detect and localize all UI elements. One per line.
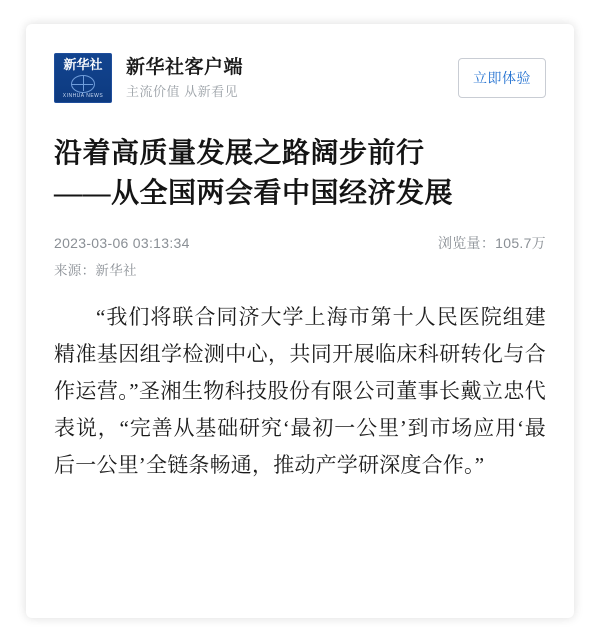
view-count: 浏览量：105.7万	[437, 234, 546, 251]
title-line-2: ——从全国两会看中国经济发展	[54, 178, 454, 209]
brand-name: 新华社客户端	[126, 57, 244, 78]
page-title	[54, 134, 546, 214]
app-header	[54, 50, 546, 106]
article-paragraph: “我们将联合同济大学上海市第十人民医院组建精准基因组学检测中心，共同开展临床科研转化与合作运营。”圣湘生物科技股份有限公司董事长戴立忠代表说，“完善从基础研究‘最初一公里’到市场应用‘最后一公里’全链条畅通，推动产学研深度合作。”	[54, 304, 546, 477]
try-now-button[interactable]: 立即体验	[458, 58, 546, 98]
brand-block	[126, 56, 458, 100]
xinhua-logo-icon	[54, 53, 112, 103]
article-meta	[54, 233, 546, 253]
card-inner	[26, 24, 574, 484]
logo-title-text: 新华社	[63, 57, 103, 72]
brand-slogan: 主流价值 从新看见	[126, 84, 239, 99]
title-line-1: 沿着高质量发展之路阔步前行	[54, 138, 425, 169]
article-source: 来源：新华社	[54, 262, 137, 278]
globe-icon	[71, 75, 95, 93]
logo-sub-text: XINHUA NEWS	[62, 93, 104, 99]
article-card	[26, 24, 574, 618]
publish-date: 2023-03-06 03:13:34	[54, 234, 190, 251]
